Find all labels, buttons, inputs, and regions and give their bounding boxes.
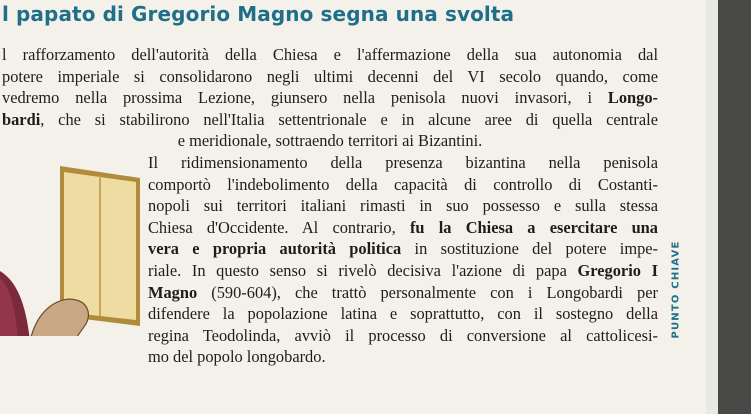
text-line <box>148 217 658 239</box>
book-illustration <box>0 166 140 336</box>
text-line: l rafforzamento dell'autorità della Chiesa e l'affermazione della sua autonomia dal <box>2 45 658 64</box>
key-point-label <box>666 239 686 339</box>
key-term: bardi <box>2 109 41 129</box>
text-line <box>2 109 658 131</box>
text-line <box>148 238 658 260</box>
key-term: Gregorio I <box>577 260 658 280</box>
text-line <box>2 87 658 109</box>
text-span: Chiesa d'Occidente. Al contrario, <box>148 217 410 237</box>
text-span: vedremo nella prossima Lezione, giunsero nella penisola nuovi invasori, i <box>2 88 608 107</box>
text-line: regina Teodolinda, avviò il processo di conversione al cattolicesi- <box>148 325 658 345</box>
paragraph-intro <box>2 44 658 152</box>
section-title: l papato di Gregorio Magno segna una svolta <box>2 2 515 26</box>
text-line: mo del popolo longobardo. <box>148 347 326 367</box>
key-term: vera e propria autorità politica <box>148 239 402 259</box>
page-edge <box>706 0 751 414</box>
text-span: riale. In questo senso si rivelò decisiva l'azione di papa <box>148 260 578 280</box>
text-span: , che si stabilirono nell'Italia settentrionale e in alcune aree di quella centrale <box>40 109 658 129</box>
text-line: nopoli sui territori italiani rimasti in suo possesso e sulla stessa <box>148 196 658 216</box>
text-span: (590-604), che trattò personalmente con i Longobardi per <box>197 282 658 302</box>
key-point-text: PUNTO CHIAVE <box>670 239 682 339</box>
text-line: Il ridimensionamento della presenza bizantina nella penisola <box>148 153 658 172</box>
text-line <box>148 260 658 282</box>
text-line: e meridionale, sottraendo territori ai Bizantini. <box>177 131 483 150</box>
paragraph-main <box>148 152 658 368</box>
text-line: potere imperiale si consolidarono negli ultimi decenni del VI secolo quando, come <box>2 66 658 86</box>
key-term: fu la Chiesa a esercitare una <box>409 217 658 237</box>
text-line <box>148 282 658 304</box>
text-line: difendere la popolazione latina e soprattutto, con il sostegno della <box>148 304 658 324</box>
key-term: Magno <box>148 282 198 302</box>
text-line: comportò l'indebolimento della capacità di controllo di Costanti- <box>148 174 658 194</box>
text-span: in sostituzione del potere impe- <box>401 239 658 259</box>
key-term: Longo- <box>607 88 658 107</box>
